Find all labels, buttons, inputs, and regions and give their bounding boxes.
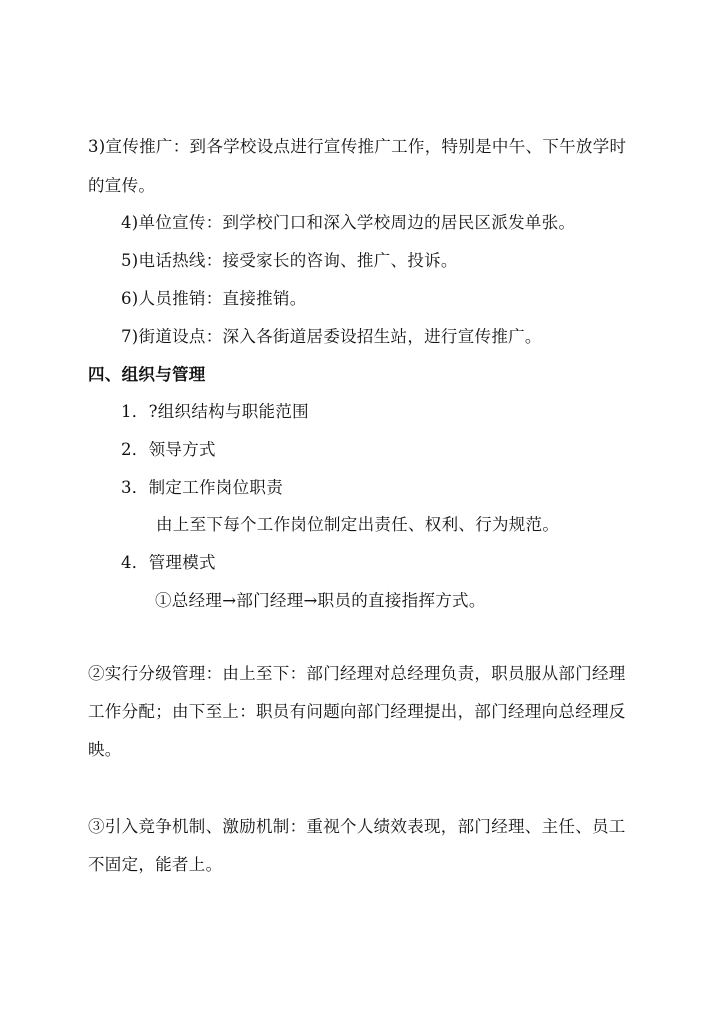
- management-mode-3-line-2: 不固定，能者上。: [88, 855, 223, 874]
- promo-item-6: 6)人员推销：直接推销。: [121, 289, 307, 308]
- list-item-3-detail: 由上至下每个工作岗位制定出责任、权利、行为规范。: [156, 515, 560, 534]
- management-mode-2-line-3: 映。: [88, 740, 122, 759]
- promo-item-4: 4)单位宣传：到学校门口和深入学校周边的居民区派发单张。: [121, 213, 576, 232]
- list-item-4: 4．管理模式: [121, 553, 216, 572]
- list-item-1: 1．?组织结构与职能范围: [121, 402, 309, 421]
- promo-item-7: 7)街道设点：深入各街道居委设招生站，进行宣传推广。: [121, 327, 542, 346]
- management-mode-2-line-1: ②实行分级管理：由上至下：部门经理对总经理负责，职员服从部门经理: [88, 664, 626, 683]
- promo-item-5: 5)电话热线：接受家长的咨询、推广、投诉。: [121, 251, 458, 270]
- management-mode-1: ①总经理→部门经理→职员的直接指挥方式。: [155, 591, 486, 610]
- management-mode-2-line-2: 工作分配；由下至上：职员有问题向部门经理提出，部门经理向总经理反: [88, 702, 626, 721]
- list-item-2: 2．领导方式: [121, 440, 216, 459]
- list-item-3: 3．制定工作岗位职责: [121, 478, 283, 497]
- promo-item-3-line-1: 3)宣传推广：到各学校设点进行宣传推广工作，特别是中午、下午放学时: [88, 137, 627, 156]
- section-heading: 四、组织与管理: [88, 365, 206, 384]
- promo-item-3-line-2: 的宣传。: [88, 176, 156, 195]
- management-mode-3-line-1: ③引入竞争机制、激励机制：重视个人绩效表现，部门经理、主任、员工: [88, 817, 626, 836]
